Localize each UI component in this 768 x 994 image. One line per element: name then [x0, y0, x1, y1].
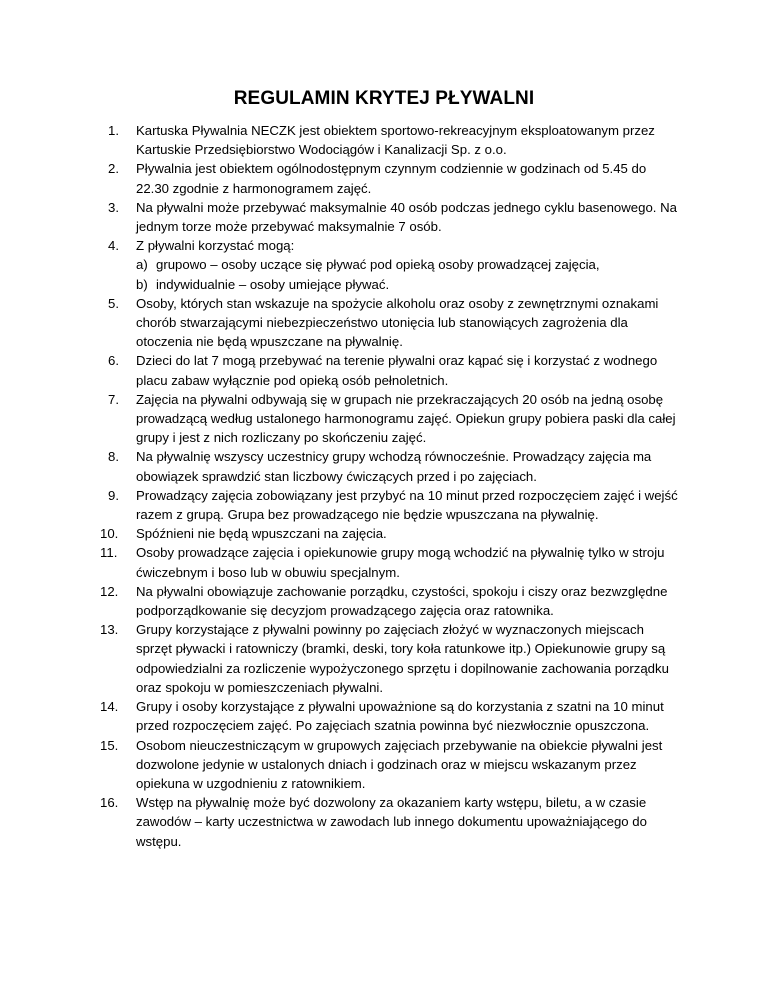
sub-item-text: grupowo – osoby uczące się pływać pod opieką osoby prowadzącej zajęcia,: [156, 257, 600, 273]
rule-item: [100, 582, 678, 620]
rule-number: 10.: [100, 526, 119, 542]
rule-item: [100, 620, 678, 697]
rule-text: Grupy korzystające z pływalni powinny po zajęciach złożyć w wyznaczonych miejscach sprzęt pływacki i ratowniczy (bramki, deski, tory koła ratunkowe itp.) Opiekunowie grupy są odpowiedzialni za rozliczenie wypożyczonego sprzętu i dopilnowanie zachowania porządku oraz spokoju w pomieszczeniach pływalni.: [136, 622, 669, 695]
rule-text: Dzieci do lat 7 mogą przebywać na terenie pływalni oraz kąpać się i korzystać z wodnego placu zabaw wyłącznie pod opieką osób pełnoletnich.: [136, 353, 658, 388]
sub-item: [136, 275, 678, 294]
rule-item: [100, 793, 678, 851]
rule-item: [100, 736, 678, 794]
rule-item: [100, 697, 678, 735]
rule-item: [108, 486, 678, 524]
rule-number: 13.: [100, 622, 119, 638]
rule-text: Osoby prowadzące zajęcia i opiekunowie grupy mogą wchodzić na pływalnię tylko w stroju ćwiczebnym i boso lub w obuwiu specjalnym.: [136, 545, 665, 580]
sub-item-text: indywidualnie – osoby umiejące pływać.: [156, 276, 390, 292]
rule-number: 16.: [100, 795, 119, 811]
rule-item: [108, 236, 678, 294]
rule-text: Wstęp na pływalnię może być dozwolony za okazaniem karty wstępu, biletu, a w czasie zawodów – karty uczestnictwa w zawodach lub innego dokumentu upoważniającego do wstępu.: [136, 795, 647, 849]
rule-number: 4.: [108, 238, 119, 254]
rule-number: 9.: [108, 487, 119, 503]
rule-text: Z pływalni korzystać mogą:: [136, 238, 295, 254]
rule-item: [108, 121, 678, 159]
rule-text: Na pływalnię wszyscy uczestnicy grupy wchodzą równocześnie. Prowadzący zajęcia ma obowiązek sprawdzić stan liczbowy ćwiczących przed i po zajęciach.: [136, 449, 652, 484]
rule-number: 15.: [100, 737, 119, 753]
rule-text: Osobom nieuczestniczącym w grupowych zajęciach przebywanie na obiekcie pływalni jest dozwolone jedynie w ustalonych dniach i godzinach oraz w miejscu wskazanym przez opiekuna w uzgodnieniu z ratownikiem.: [136, 737, 663, 791]
rule-text: Prowadzący zajęcia zobowiązany jest przybyć na 10 minut przed rozpoczęciem zajęć i wejść razem z grupą. Grupa bez prowadzącego nie będzie wpuszczana na pływalnię.: [136, 487, 678, 523]
rule-item: [108, 198, 678, 236]
rule-item: [108, 294, 678, 352]
rules-list: [100, 121, 678, 851]
rule-text: Grupy i osoby korzystające z pływalni upoważnione są do korzystania z szatni na 10 minut przed rozpoczęciem zajęć. Po zajęciach szatnia powinna być niezwłocznie opuszczona.: [136, 699, 664, 734]
rule-text: Pływalnia jest obiektem ogólnodostępnym czynnym codziennie w godzinach od 5.45 do 22.30 zgodnie z harmonogramem zajęć.: [136, 161, 647, 196]
rule-number: 6.: [108, 353, 119, 369]
rule-number: 12.: [100, 583, 119, 599]
rule-number: 14.: [100, 699, 119, 715]
rule-number: 11.: [100, 545, 118, 561]
rule-number: 1.: [108, 123, 119, 138]
rule-number: 7.: [108, 391, 119, 407]
rule-item: [108, 390, 678, 448]
sub-item-label: b): [136, 276, 148, 292]
sub-item-label: a): [136, 257, 148, 273]
rule-number: 8.: [108, 449, 119, 465]
rule-text: Kartuska Pływalnia NECZK jest obiektem sportowo-rekreacyjnym eksploatowanym przez Kartuskie Przedsiębiorstwo Wodociągów i Kanalizacji Sp. z o.o.: [136, 123, 655, 158]
rule-text: Spóźnieni nie będą wpuszczani na zajęcia.: [136, 526, 387, 542]
rule-item: [108, 351, 678, 389]
rule-item: [108, 159, 678, 197]
rule-text: Osoby, których stan wskazuje na spożycie alkoholu oraz osoby z zewnętrznymi oznakami chorób stwarzającymi niebezpieczeństwo utonięcia lub stanowiących zagrożenia dla otoczenia nie będą wpuszczane na pływalnię.: [136, 295, 659, 350]
rule-item: [108, 447, 678, 485]
page-title: REGULAMIN KRYTEJ PŁYWALNI: [233, 88, 535, 109]
rule-number: 3.: [108, 199, 119, 215]
rule-number: 5.: [108, 295, 119, 311]
sub-item: [136, 255, 678, 274]
rule-text: Na pływalni może przebywać maksymalnie 40 osób podczas jednego cyklu basenowego. Na jednym torze może przebywać maksymalnie 7 osób.: [136, 199, 677, 235]
rule-text: Na pływalni obowiązuje zachowanie porządku, czystości, spokoju i ciszy oraz bezwzględne podporządkowanie się decyzjom prowadzącego zajęcia oraz ratownika.: [136, 583, 668, 619]
rule-text: Zajęcia na pływalni odbywają się w grupach nie przekraczających 20 osób na jedną osobę prowadzącą według ustalonego harmonogramu zajęć. Opiekun grupy pobiera paski dla całej grupy i jest z nich rozliczany po skończeniu zajęć.: [136, 391, 676, 446]
rule-item: [100, 543, 678, 581]
rule-item: [100, 524, 678, 543]
rule-number: 2.: [108, 161, 119, 177]
